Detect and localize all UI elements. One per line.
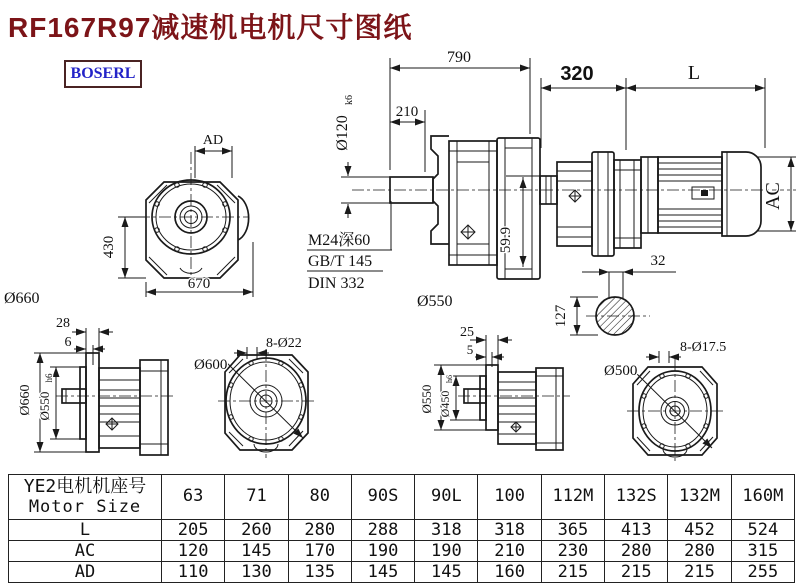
dim-320-label: 320	[560, 63, 594, 85]
dim-L-label: L	[687, 62, 701, 84]
cell: 145	[351, 562, 414, 583]
dim-790-label: 790	[447, 49, 471, 66]
cell: 170	[288, 541, 351, 562]
cell: 413	[605, 520, 668, 541]
cell: 365	[541, 520, 604, 541]
table-row	[9, 520, 795, 541]
cell: 130	[225, 562, 288, 583]
flange-side-view-small	[419, 325, 570, 450]
page-title: RF167R97减速机电机尺寸图纸	[8, 12, 413, 43]
front-view	[4, 133, 253, 307]
brand-logo: BOSERL	[64, 60, 142, 88]
oil-plug-icon	[569, 190, 581, 202]
cell: 452	[668, 520, 731, 541]
dim-599-label: 59.9	[498, 226, 514, 254]
dim-e-spigot-tol-label: h6	[44, 373, 54, 383]
table-header-row	[9, 475, 795, 520]
dim-32-label: 32	[650, 253, 666, 269]
cell: 210	[478, 541, 541, 562]
table-row	[9, 541, 795, 562]
row-label: AC	[9, 541, 162, 562]
header-cn: YE2电机机座号	[23, 475, 147, 497]
col-header: 112M	[541, 475, 604, 520]
cell: 190	[351, 541, 414, 562]
cell: 315	[731, 541, 794, 562]
row-label: AD	[9, 562, 162, 583]
flange-face-view-600	[194, 336, 314, 458]
dim-shaft-tol-label: k6	[344, 95, 355, 105]
dim-670-label: 670	[187, 276, 211, 292]
front-view-dia-label: Ø660	[4, 290, 40, 307]
cell: 280	[288, 520, 351, 541]
dim-shaft-dia-label: Ø120	[334, 115, 351, 151]
dim-210-label: 210	[395, 104, 419, 120]
cell: 280	[605, 541, 668, 562]
cell: 145	[225, 541, 288, 562]
col-header: 100	[478, 475, 541, 520]
dim-28-label: 28	[56, 316, 70, 331]
standard-gbt-label: GB/T 145	[308, 253, 373, 270]
cell: 135	[288, 562, 351, 583]
dim-f-dia-label: Ø600	[194, 357, 228, 373]
col-header: 132S	[605, 475, 668, 520]
cell: 190	[415, 541, 478, 562]
standard-din-label: DIN 332	[308, 275, 365, 292]
flange-face-view-500	[604, 340, 726, 462]
table-row	[9, 562, 795, 583]
cell: 215	[605, 562, 668, 583]
shaft-section-view	[553, 253, 676, 335]
cell: 318	[415, 520, 478, 541]
col-header: 80	[288, 475, 351, 520]
cell: 318	[478, 520, 541, 541]
dim-h-dia-label: Ø500	[604, 363, 638, 379]
dim-5-label: 5	[466, 342, 474, 357]
dim-g-outer-label: Ø550	[419, 384, 434, 414]
row-label: L	[9, 520, 162, 541]
oil-plug-icon	[461, 225, 475, 239]
cell: 524	[731, 520, 794, 541]
col-header: 160M	[731, 475, 794, 520]
cell: 230	[541, 541, 604, 562]
thread-callout-label: M24深60	[308, 232, 371, 249]
dim-e-outer-label: Ø660	[18, 384, 33, 416]
dim-h-bolts-label: 8-Ø17.5	[680, 340, 727, 355]
dim-430-label: 430	[101, 235, 117, 259]
dim-127-label: 127	[553, 304, 569, 328]
cell: 110	[162, 562, 225, 583]
mid-dia-label: Ø550	[417, 293, 453, 310]
cell: 120	[162, 541, 225, 562]
cell: 145	[415, 562, 478, 583]
oil-plug-icon	[106, 418, 118, 430]
header-en: Motor Size	[28, 496, 142, 517]
col-header: 90S	[351, 475, 414, 520]
col-header: 63	[162, 475, 225, 520]
cell: 160	[478, 562, 541, 583]
dim-g-spigot-label: Ø450	[438, 390, 452, 418]
cell: 205	[162, 520, 225, 541]
dim-f-bolts-label: 8-Ø22	[266, 336, 302, 351]
main-assembly-view	[307, 49, 796, 292]
dim-AC-label: AC	[762, 182, 784, 210]
table-header-cell	[9, 475, 162, 520]
motor-fins	[658, 163, 722, 227]
col-header: 132M	[668, 475, 731, 520]
flange-side-view-large	[18, 316, 176, 455]
cell: 280	[668, 541, 731, 562]
dim-e-spigot-label: Ø550	[37, 391, 52, 421]
cell: 255	[731, 562, 794, 583]
dim-g-spigot-tol-label: h6	[445, 375, 454, 383]
motor-size-table	[8, 474, 795, 583]
cell: 215	[668, 562, 731, 583]
cell: 260	[225, 520, 288, 541]
col-header: 90L	[415, 475, 478, 520]
dim-AD-label: AD	[202, 133, 224, 148]
dim-25-label: 25	[460, 325, 474, 340]
cell: 288	[351, 520, 414, 541]
oil-plug-icon	[511, 422, 521, 432]
cell: 215	[541, 562, 604, 583]
dim-6-label: 6	[64, 335, 72, 350]
col-header: 71	[225, 475, 288, 520]
